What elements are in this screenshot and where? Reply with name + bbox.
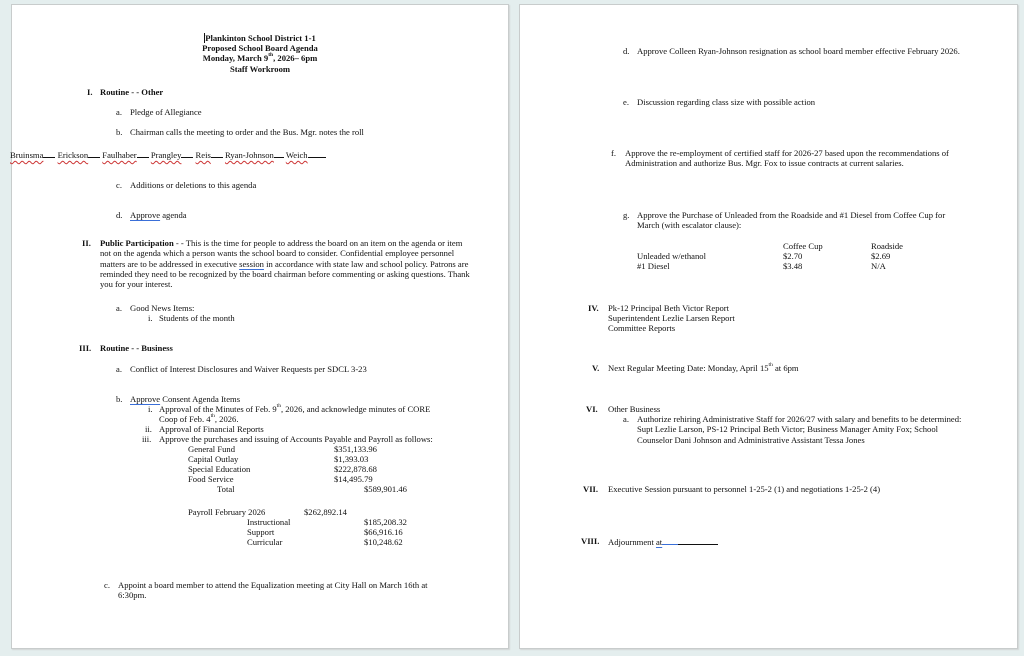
roll-call-line [10, 149, 326, 160]
account-amount: $1,393.03 [334, 454, 369, 464]
roll-name: Erickson [57, 150, 89, 160]
item-financial-reports: Approval of Financial Reports [159, 424, 264, 434]
section-1-title: Routine - - Other [100, 87, 164, 97]
account-label: General Fund [188, 444, 236, 454]
section-3-number: III. [79, 343, 92, 353]
fuel-row-label: Unleaded w/ethanol [637, 251, 706, 261]
account-amount: $351,133.96 [334, 444, 377, 454]
roll-name: Ryan-Johnson [224, 150, 274, 160]
section-4-number: IV. [588, 303, 599, 313]
spellcheck-word[interactable]: Approve [130, 210, 161, 220]
roll-name: Weich [285, 150, 308, 160]
item-letter: d. [116, 210, 123, 220]
item-letter: a. [116, 107, 122, 117]
item-letter: a. [116, 364, 122, 374]
item-letter: c. [116, 180, 122, 190]
report-line: Committee Reports [608, 323, 676, 333]
payroll-label: Payroll February 2026 [188, 507, 266, 517]
section-2-paragraph: Public Participation - - This is the time for people to address the board on an item on the agenda or item not on the agenda which a person wants the school board to consider. Confidential employee personnel matters are to be addressed in executive session in accordance with state law and school policy. Patrons are reminded they need to be recognized by the board chairman before commenting or asking questions. Thank you for your interest. [100, 238, 470, 290]
report-line: Pk-12 Principal Beth Victor Report [608, 303, 730, 313]
roll-name: Reis [195, 150, 211, 160]
payroll-item-amount: $10,248.62 [364, 537, 403, 547]
item-fuel-purchase: Approve the Purchase of Unleaded from the Roadside and #1 Diesel from Coffee Cup for March (with escalator clause): [637, 210, 946, 231]
item-rehire-admin-staff: Authorize rehiring Administrative Staff for 2026/27 with salary and benefits to be determined: Supt Lezlie Larson, PS-12 Principal Beth Victor; Business Manager Amity Fox; School Counselor Dani Johnson and Administrative Assistant Tessa Jones [637, 414, 962, 445]
section-1-number: I. [87, 87, 93, 97]
item-accounts-payable: Approve the purchases and issuing of Accounts Payable and Payroll as follows: [159, 434, 433, 444]
item-resignation: Approve Colleen Ryan-Johnson resignation as school board member effective February 2026. [637, 46, 960, 56]
item-letter: g. [623, 210, 630, 220]
fuel-col-header: Roadside [871, 241, 903, 251]
fuel-col-header: Coffee Cup [783, 241, 823, 251]
item-approve-agenda: Approve agenda [130, 210, 187, 220]
account-label: Special Education [188, 464, 251, 474]
item-letter: a. [116, 303, 122, 313]
report-line: Superintendent Lezlie Larsen Report [608, 313, 735, 323]
spellcheck-word[interactable]: session [239, 258, 264, 269]
account-label: Food Service [188, 474, 234, 484]
item-students-of-month: Students of the month [159, 313, 235, 323]
item-letter: a. [623, 414, 629, 424]
account-total-amount: $589,901.46 [364, 484, 407, 494]
next-meeting-date: Next Regular Meeting Date: Monday, April 15th at 6pm [608, 362, 799, 373]
section-8-number: VIII. [581, 536, 600, 546]
fuel-price: $3.48 [783, 261, 803, 271]
payroll-item-label: Curricular [247, 537, 283, 547]
item-letter: b. [116, 127, 123, 137]
section-6-number: VI. [586, 404, 598, 414]
item-good-news: Good News Items: [130, 303, 195, 313]
executive-session: Executive Session pursuant to personnel 1-25-2 (1) and negotiations 1-25-2 (4) [608, 484, 881, 494]
payroll-item-amount: $66,916.16 [364, 527, 403, 537]
document-page-1[interactable] [11, 4, 509, 649]
spellcheck-word[interactable]: Approve [130, 394, 161, 404]
account-label: Capital Outlay [188, 454, 239, 464]
item-letter: d. [623, 46, 630, 56]
roll-name: Faulhaber [102, 150, 137, 160]
item-additions: Additions or deletions to this agenda [130, 180, 257, 190]
agenda-title: Proposed School Board Agenda [202, 43, 318, 53]
adjournment: Adjournment at [608, 536, 718, 547]
payroll-amount: $262,892.14 [304, 507, 347, 517]
item-letter: e. [623, 97, 629, 107]
item-equalization-meeting: Appoint a board member to attend the Equalization meeting at City Hall on March 16th at 6:30pm. [118, 580, 428, 601]
fuel-price: $2.69 [871, 251, 891, 261]
item-minutes-approval-cont: Coop of Feb. 4th, 2026. [159, 413, 239, 424]
fuel-price: N/A [871, 261, 886, 271]
item-reemployment: Approve the re-employment of certified staff for 2026-27 based upon the recommendations of Administration and authorize Bus. Mgr. Fox to issue contracts at current salaries. [625, 148, 949, 169]
item-pledge: Pledge of Allegiance [130, 107, 202, 117]
item-conflict-of-interest: Conflict of Interest Disclosures and Waiver Requests per SDCL 3-23 [130, 364, 367, 374]
district-title: Plankinton School District 1-1 [205, 33, 316, 43]
account-amount: $14,495.79 [334, 474, 373, 484]
payroll-item-amount: $185,208.32 [364, 517, 407, 527]
section-2-number: II. [82, 238, 91, 248]
section-7-number: VII. [583, 484, 599, 494]
account-amount: $222,878.68 [334, 464, 377, 474]
item-consent-agenda: Approve Consent Agenda Items [130, 394, 241, 404]
item-roman: ii. [145, 424, 152, 434]
item-call-to-order: Chairman calls the meeting to order and the Bus. Mgr. notes the roll [130, 127, 364, 137]
roll-name: Prangley [150, 150, 182, 160]
meeting-location: Staff Workroom [229, 64, 291, 74]
payroll-item-label: Instructional [247, 517, 291, 527]
roll-name: Bruinsma [10, 150, 44, 160]
section-5-number: V. [592, 363, 600, 373]
item-class-size: Discussion regarding class size with possible action [637, 97, 816, 107]
item-roman: i. [148, 313, 153, 323]
document-page-2[interactable] [519, 4, 1018, 649]
section-6-title: Other Business [608, 404, 661, 414]
fuel-row-label: #1 Diesel [637, 261, 670, 271]
item-letter: b. [116, 394, 123, 404]
item-roman: iii. [142, 434, 152, 444]
fuel-price: $2.70 [783, 251, 803, 261]
item-letter: f. [611, 148, 617, 158]
spellcheck-word[interactable]: at [655, 537, 663, 547]
payroll-item-label: Support [247, 527, 275, 537]
account-total-label: Total [217, 484, 235, 494]
item-minutes-approval: Approval of the Minutes of Feb. 9th, 2026, and acknowledge minutes of CORE [159, 403, 431, 414]
meeting-date: Monday, March 9th, 2026– 6pm [202, 52, 318, 63]
section-3-title: Routine - - Business [100, 343, 173, 353]
item-roman: i. [148, 404, 153, 414]
item-letter: c. [104, 580, 110, 590]
